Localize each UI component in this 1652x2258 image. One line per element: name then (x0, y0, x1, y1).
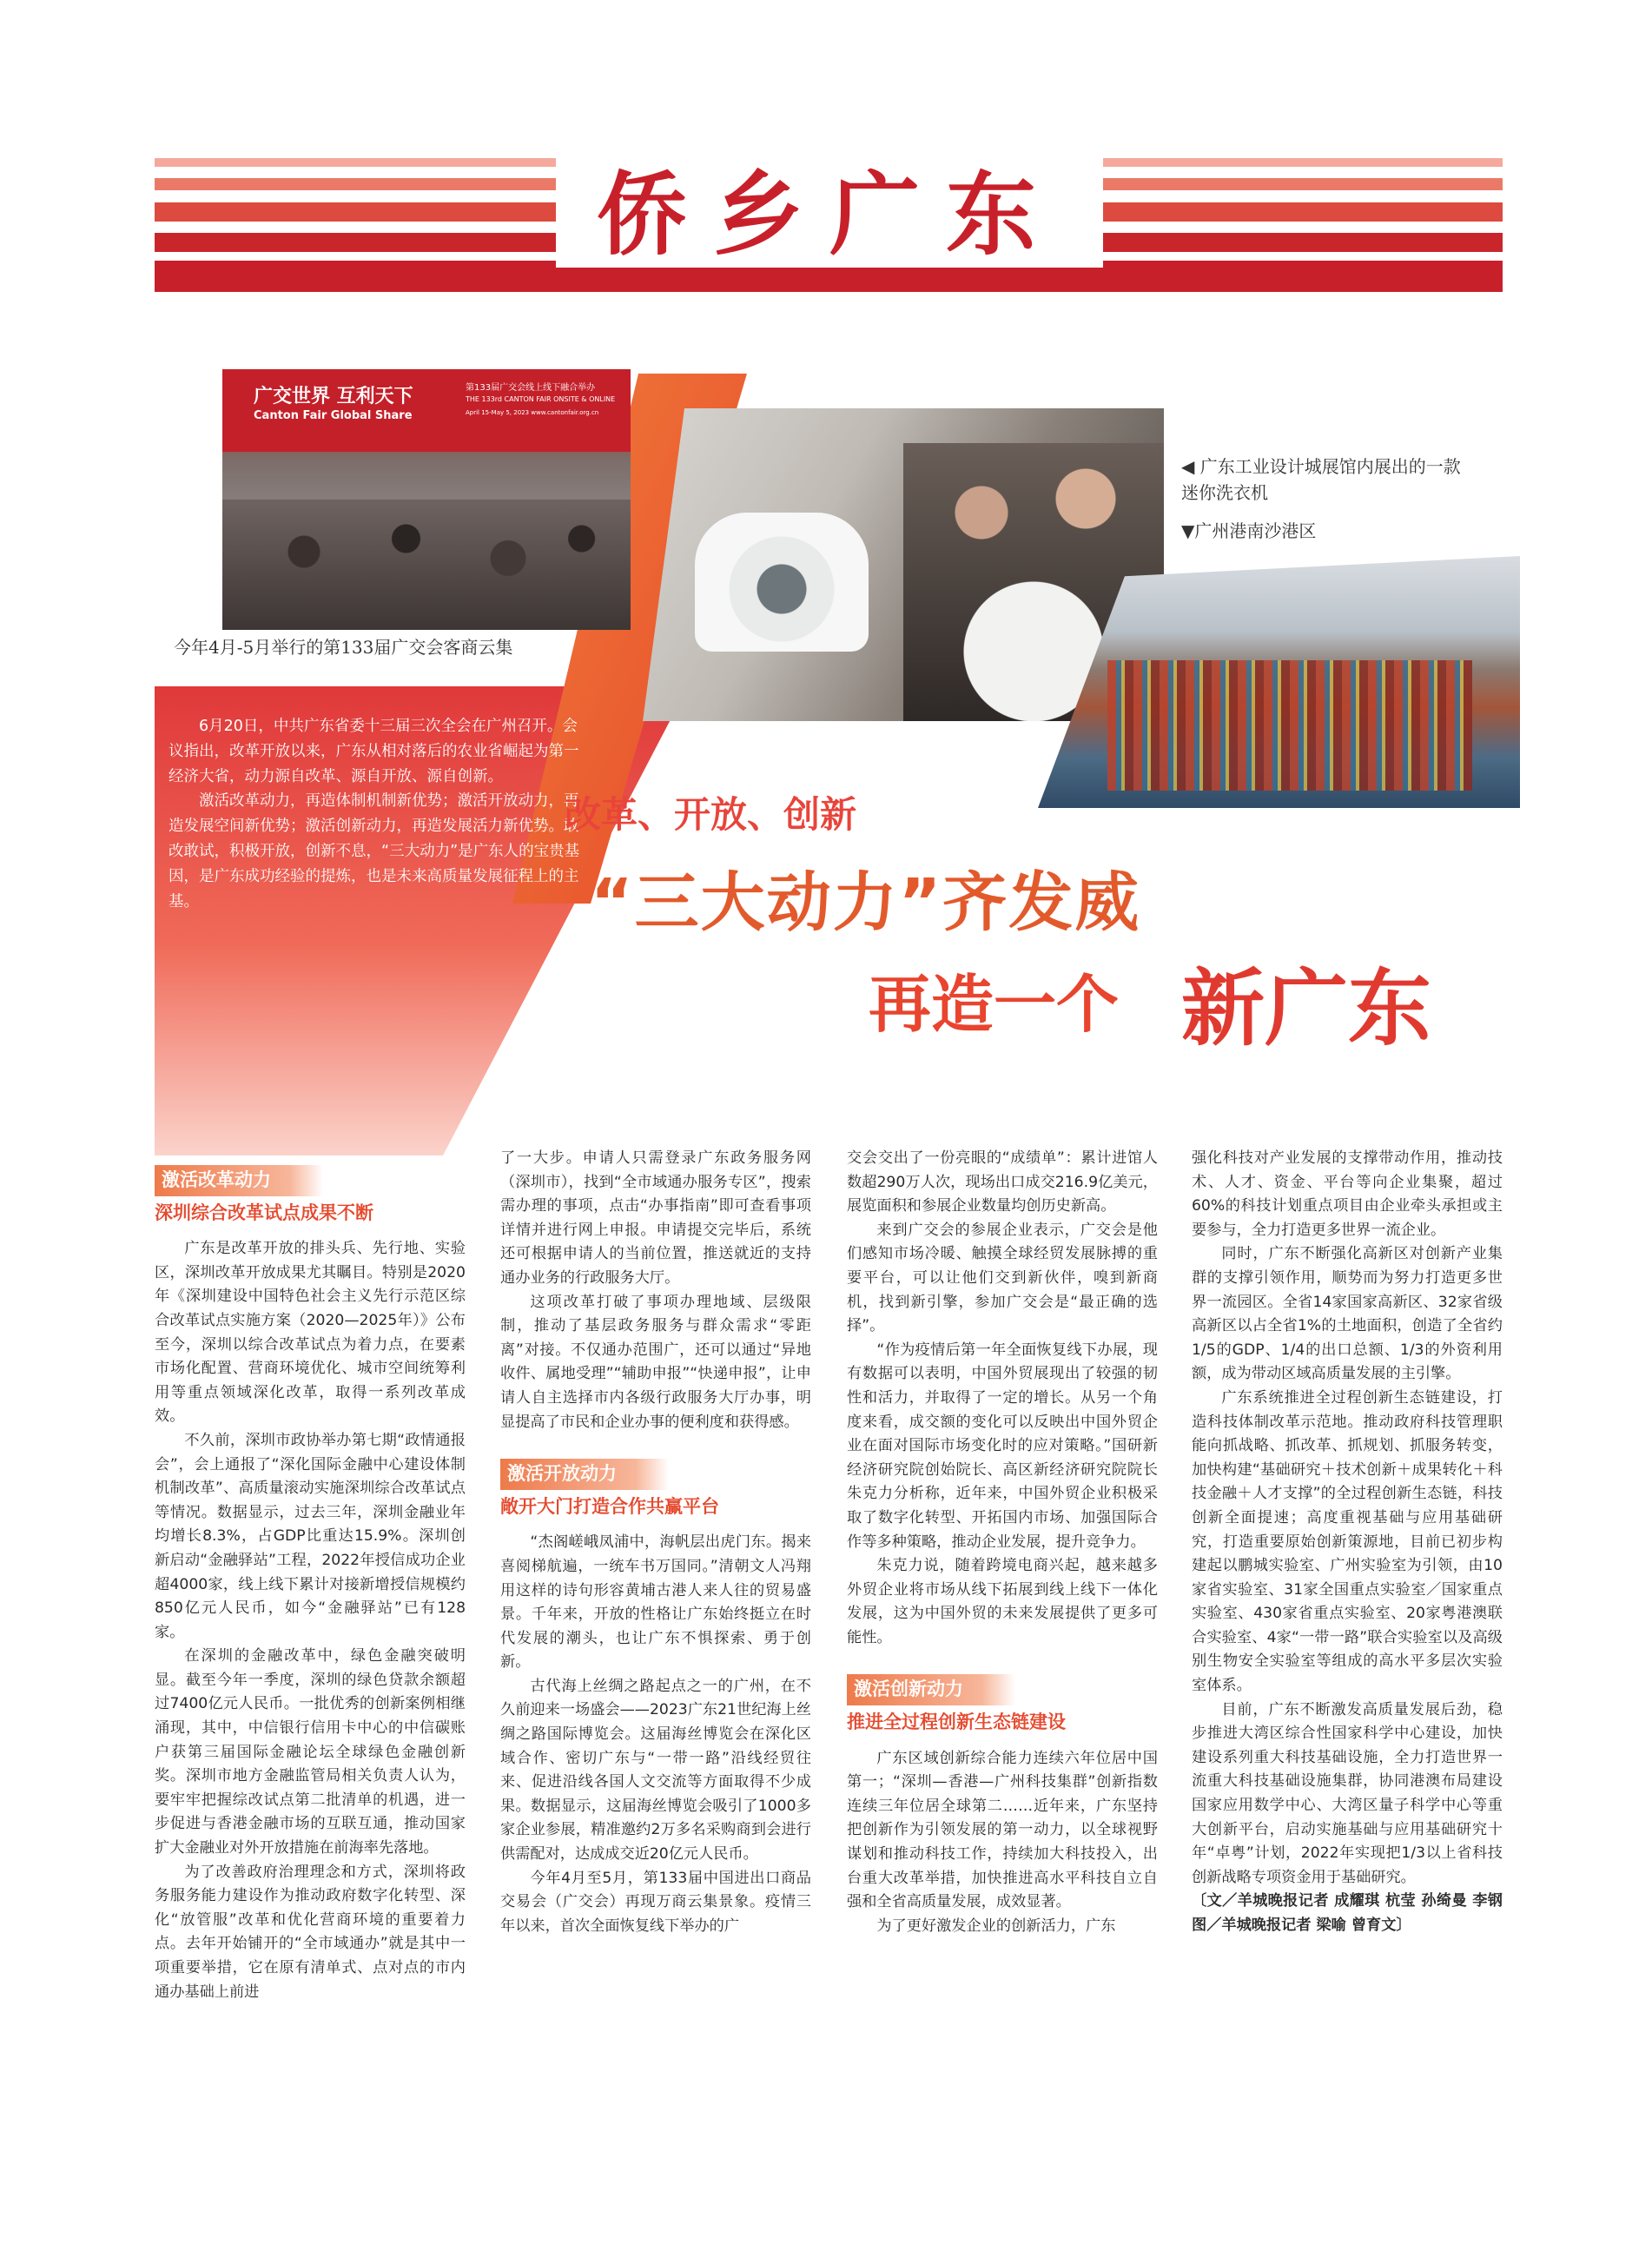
section-tag-reform: 激活改革动力 (155, 1165, 323, 1196)
intro-paragraph: 激活改革动力，再造体制机制新优势；激活开放动力，再造发展空间新优势；激活创新动力，再造发展活力新优势。敢改敢试，积极开放，创新不息，“三大动力”是广东人的宝贵基因，是广东成功经验的提炼，也是未来高质量发展征程上的主基。 (169, 792, 580, 910)
byline-credit: 〔文／羊城晚报记者 成耀琪 杭莹 孙绮曼 李钢 图／羊城晚报记者 梁喻 曾育文〕 (1192, 1892, 1503, 1934)
washing-machine (695, 513, 869, 652)
section-subtitle-open: 敞开大门打造合作共赢平台 (500, 1495, 719, 1517)
paragraph: 同时，广东不断强化高新区对创新产业集群的支撑引领作用，顺势而为努力打造更多世界一流园区。全省14家国家高新区、32家省级高新区以占全省1%的土地面积，创造了全省约1/5的GDP、1/4的出口总额、1/3的外资利用额，成为带动区域高质量发展的主引擎。 (1192, 1245, 1503, 1383)
paragraph: 广东区域创新综合能力连续六年位居中国第一；“深圳—香港—广州科技集群”创新指数连续三年位居全球第二……近年来，广东坚持把创新作为引领发展的第一动力，以全球视野谋划和推动科技工作，持续加大科技投入，出台重大改革举措，加快推进高水平科技自立自强和全省高质量发展，成效显著。 (847, 1749, 1158, 1911)
paragraph: 广东系统推进全过程创新生态链建设，打造科技体制改革示范地。推动政府科技管理职能向抓战略、抓改革、抓规划、抓服务转变，加快构建“基础研究＋技术创新＋成果转化＋科技金融＋人才支撑”的全过程创新生态链，科技创新全面提速；高度重视基础与应用基础研究，打造重要原始创新策源地，目前已初步构建起以鹏城实验室、广州实验室为引领，由10家省实验室、31家全国重点实验室／国家重点实验室、430家省重点实验室、20家粤港澳联合实验室、4家“一带一路”联合实验室以及高级别生物安全实验室等组成的高水平多层次实验室体系。 (1192, 1388, 1503, 1695)
headline-line3: 新广东 (1181, 960, 1431, 1057)
article-column-1 (155, 1160, 466, 2004)
paragraph: 朱克力说，随着跨境电商兴起，越来越多外贸企业将市场从线下拓展到线上线下一体化发展，这为中国外贸的未来发展提供了更多可能性。 (847, 1557, 1158, 1646)
paragraph: 广东是改革开放的排头兵、先行地、实验区，深圳改革开放成果尤其瞩目。特别是2020年《深圳建设中国特色社会主义先行示范区综合改革试点实施方案（2020—2025年）》公布至今，深圳以综合改革试点为着力点，在要素市场化配置、营商环境优化、城市空间统筹利用等重点领域深化改革，取得一系列改革成效。 (155, 1240, 466, 1426)
headline-line2: 再造一个 (869, 968, 1120, 1041)
section-tag-innovate: 激活创新动力 (847, 1674, 1015, 1705)
masthead-title: 侨乡广东 (556, 146, 1103, 268)
paragraph: “作为疫情后第一年全面恢复线下办展，现有数据可以表明，中国外贸展现出了较强的韧性和活力，并取得了一定的增长。从另一个角度来看，成交额的变化可以反映出中国外贸企业在面对国际市场变化时的应对策略。”国研新经济研究院创始院长、高区新经济研究院院长朱克力分析称，近年来，中国外贸企业积极采取了数字化转型、开拓国内市场、加强国际合作等多种策略，推动企业发展，提升竞争力。 (847, 1341, 1158, 1551)
paragraph: 来到广交会的参展企业表示，广交会是他们感知市场冷暖、触摸全球经贸发展脉搏的重要平台，可以让他们交到新伙伴，嗅到新商机，找到新引擎，参加广交会是“最正确的选择”。 (847, 1221, 1158, 1335)
container-stacks (1107, 660, 1472, 791)
section-subtitle-innovate: 推进全过程创新生态链建设 (847, 1712, 1066, 1733)
paragraph: 古代海上丝绸之路起点之一的广州，在不久前迎来一场盛会——2023广东21世纪海上丝绸之路国际博览会。这届海丝博览会在深化区域合作、密切广东与“一带一路”沿线经贸往来、促进沿线各国人文交流等方面取得不少成果。数据显示，这届海丝博览会吸引了1000多家企业参展，精准邀约2万多名采购商到会进行供需配对，达成成交近20亿元人民币。 (500, 1677, 811, 1864)
paragraph: 交会交出了一份亮眼的“成绩单”：累计进馆人数超290万人次，现场出口成交216.9亿美元，展览面积和参展企业数量均创历史新高。 (847, 1149, 1158, 1215)
article-column-2 (500, 1147, 811, 1938)
paragraph: 为了改善政府治理理念和方式，深圳将政务服务能力建设作为推动政府数字化转型、深化“放管服”改革和优化营商环境的重要着力点。去年开始铺开的“全市域通办”就是其中一项重要举措，它在原有清单式、点对点的市内通办基础上前进 (155, 1863, 466, 2001)
banner-right-1: 第133届广交会线上线下融合举办 (466, 383, 596, 393)
banner-subtitle: Canton Fair Global Share (254, 409, 413, 422)
article-column-3 (847, 1147, 1158, 1938)
caption-nansha-port: ▼广州港南沙港区 (1181, 520, 1317, 541)
intro-paragraph: 6月20日，中共广东省委十三届三次全会在广州召开。会议指出，改革开放以来，广东从相对落后的农业省崛起为第一经济大省，动力源自改革、源自开放、源自创新。 (169, 718, 579, 785)
crowd (222, 500, 631, 630)
article-column-4 (1192, 1147, 1503, 1938)
paragraph: “杰阁嵯峨凤浦中，海帆层出虎门东。揭来喜阅梯航遍，一统车书万国同。”清朝文人冯翔用这样的诗句形容黄埔古港人来人往的贸易盛景。千年来，开放的性格让广东始终挺立在时代发展的潮头，也让广东不惧探索、勇于创新。 (500, 1533, 811, 1672)
caption-canton-fair: 今年4月-5月举行的第133届广交会客商云集 (174, 637, 513, 658)
caption-washing-machine: ◀ 广东工业设计城展馆内展出的一款迷你洗衣机 (1181, 456, 1461, 503)
canton-fair-photo (222, 369, 631, 630)
paragraph: 这项改革打破了事项办理地域、层级限制，推动了基层政务服务与群众需求“零距离”对接。不仅通办范围广，还可以通过“异地收件、属地受理”“辅助申报”“快递申报”，让申请人自主选择市内各级行政服务大厅办事，明显提高了市民和企业办事的便利度和获得感。 (500, 1293, 811, 1431)
paragraph: 为了更好激发企业的创新活力，广东 (876, 1917, 1116, 1935)
design-expo-photo (643, 408, 1164, 721)
paragraph: 不久前，深圳市政协举办第七期“政情通报会”，会上通报了“深化国际金融中心建设体制机制改革”、高质量滚动实施深圳综合改革试点等情况。数据显示，过去三年，深圳金融业年均增长8.3%，占GDP比重达15.9%。深圳创新启动“金融驿站”工程，2022年授信成功企业超4000家，线上线下累计对接新增授信规模约850亿元人民币，如今“金融驿站”已有128家。 (155, 1431, 466, 1641)
paragraph: 今年4月至5月，第133届中国进出口商品交易会（广交会）再现万商云集景象。疫情三年以来，首次全面恢复线下举办的广 (500, 1869, 811, 1935)
paragraph: 了一大步。申请人只需登录广东政务服务网（深圳市），找到“全市域通办服务专区”，搜索需办理的事项，点击“办事指南”即可查看事项详情并进行网上申报。申请提交完毕后，系统还可根据申请人的当前位置，推送就近的支持通办业务的行政服务大厅。 (500, 1149, 811, 1287)
paragraph: 目前，广东不断激发高质量发展后劲，稳步推进大湾区综合性国家科学中心建设，加快建设系列重大科技基础设施，全力打造世界一流重大科技基础设施集群，协同港澳布局建设国家应用数学中心、大湾区量子科学中心等重大创新平台，启动实施基础与应用基础研究十年“卓粤”计划，2022年实现把1/3以上省科技创新战略专项资金用于基础研究。 (1192, 1700, 1503, 1886)
paragraph: 在深圳的金融改革中，绿色金融突破明显。截至今年一季度，深圳的绿色贷款余额超过7400亿元人民币。一批优秀的创新案例相继涌现，其中，中信银行信用卡中心的中信碳账户获第三届国际金融论坛全球绿色金融创新奖。深圳市地方金融监管局相关负责人认为，要牢牢把握综改试点第二批清单的机遇，进一步促进与香港金融市场的互联互通，推动国家扩大金融业对外开放措施在前海率先落地。 (155, 1647, 466, 1857)
headline-line1: “三大动力”齐发威 (591, 865, 1141, 940)
intro-block (169, 714, 585, 914)
banner-title: 广交世界 互利天下 (254, 386, 413, 407)
headline-kicker: 改革、开放、创新 (565, 793, 857, 836)
paragraph: 强化科技对产业发展的支撑带动作用，推动技术、人才、资金、平台等向企业集聚，超过60%的科技计划重点项目由企业牵头承担或主要参与，全力打造更多世界一流企业。 (1192, 1149, 1503, 1239)
banner-right-3: April 15-May 5, 2023 www.cantonfair.org.cn (466, 409, 599, 416)
section-subtitle-reform: 深圳综合改革试点成果不断 (155, 1202, 373, 1223)
section-tag-open: 激活开放动力 (500, 1459, 669, 1490)
banner-right-2: THE 133rd CANTON FAIR ONSITE & ONLINE (466, 395, 616, 403)
